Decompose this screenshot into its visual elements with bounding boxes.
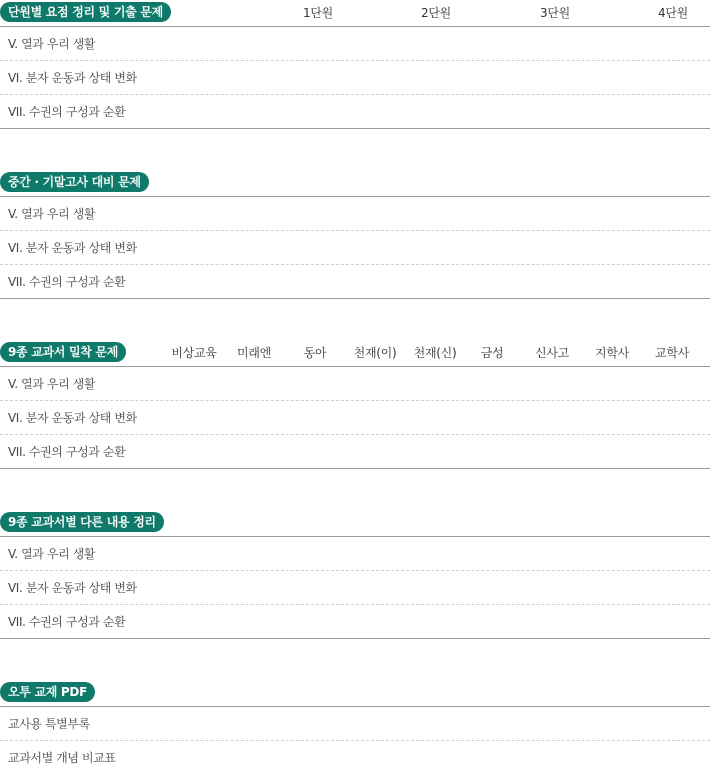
column-unit-2[interactable]: 2단원 (421, 6, 451, 20)
column-publisher[interactable]: 금성 (480, 346, 504, 360)
column-unit-3[interactable]: 3단원 (540, 6, 570, 20)
section-title: 중간 · 기말고사 대비 문제 (0, 172, 149, 192)
section-exam-prep (0, 171, 710, 299)
column-publisher[interactable]: 비상교육 (171, 346, 217, 360)
section-textbook-differences (0, 511, 710, 639)
list-item[interactable]: VII. 수권의 구성과 순환 (0, 265, 710, 299)
list-item[interactable]: VI. 분자 운동과 상태 변화 (0, 401, 710, 435)
column-publisher[interactable]: 미래엔 (237, 346, 271, 360)
section-header (0, 511, 710, 537)
column-publisher[interactable]: 신사고 (535, 346, 569, 360)
list-item[interactable]: VII. 수권의 구성과 순환 (0, 435, 710, 469)
column-publisher[interactable]: 천재(신) (413, 346, 457, 360)
list-item[interactable]: 교과서별 개념 비교표 (0, 741, 710, 774)
section-title: 9종 교과서별 다른 내용 정리 (0, 512, 164, 532)
section-unit-summary (0, 1, 710, 129)
section-pdf (0, 681, 710, 774)
list-item[interactable]: V. 열과 우리 생활 (0, 197, 710, 231)
list-item[interactable]: VI. 분자 운동과 상태 변화 (0, 571, 710, 605)
list-item[interactable]: 교사용 특별부록 (0, 707, 710, 741)
list-item[interactable]: VI. 분자 운동과 상태 변화 (0, 231, 710, 265)
section-header (0, 1, 710, 27)
list-item[interactable]: VII. 수권의 구성과 순환 (0, 605, 710, 639)
list-item[interactable]: VII. 수권의 구성과 순환 (0, 95, 710, 129)
section-title: 9종 교과서 밀착 문제 (0, 342, 126, 362)
section-header (0, 171, 710, 197)
list-item[interactable]: V. 열과 우리 생활 (0, 367, 710, 401)
column-unit-1[interactable]: 1단원 (303, 6, 333, 20)
column-publisher[interactable]: 지학사 (595, 346, 629, 360)
list-item[interactable]: V. 열과 우리 생활 (0, 537, 710, 571)
column-unit-4[interactable]: 4단원 (658, 6, 688, 20)
section-header (0, 341, 710, 367)
column-publisher[interactable]: 교학사 (655, 346, 689, 360)
section-title: 단원별 요점 정리 및 기출 문제 (0, 2, 171, 22)
section-textbook-problems (0, 341, 710, 469)
column-publisher[interactable]: 동아 (303, 346, 327, 360)
list-item[interactable]: V. 열과 우리 생활 (0, 27, 710, 61)
section-title: 오투 교재 PDF (0, 682, 95, 702)
column-publisher[interactable]: 천재(이) (353, 346, 397, 360)
list-item[interactable]: VI. 분자 운동과 상태 변화 (0, 61, 710, 95)
section-header (0, 681, 710, 707)
